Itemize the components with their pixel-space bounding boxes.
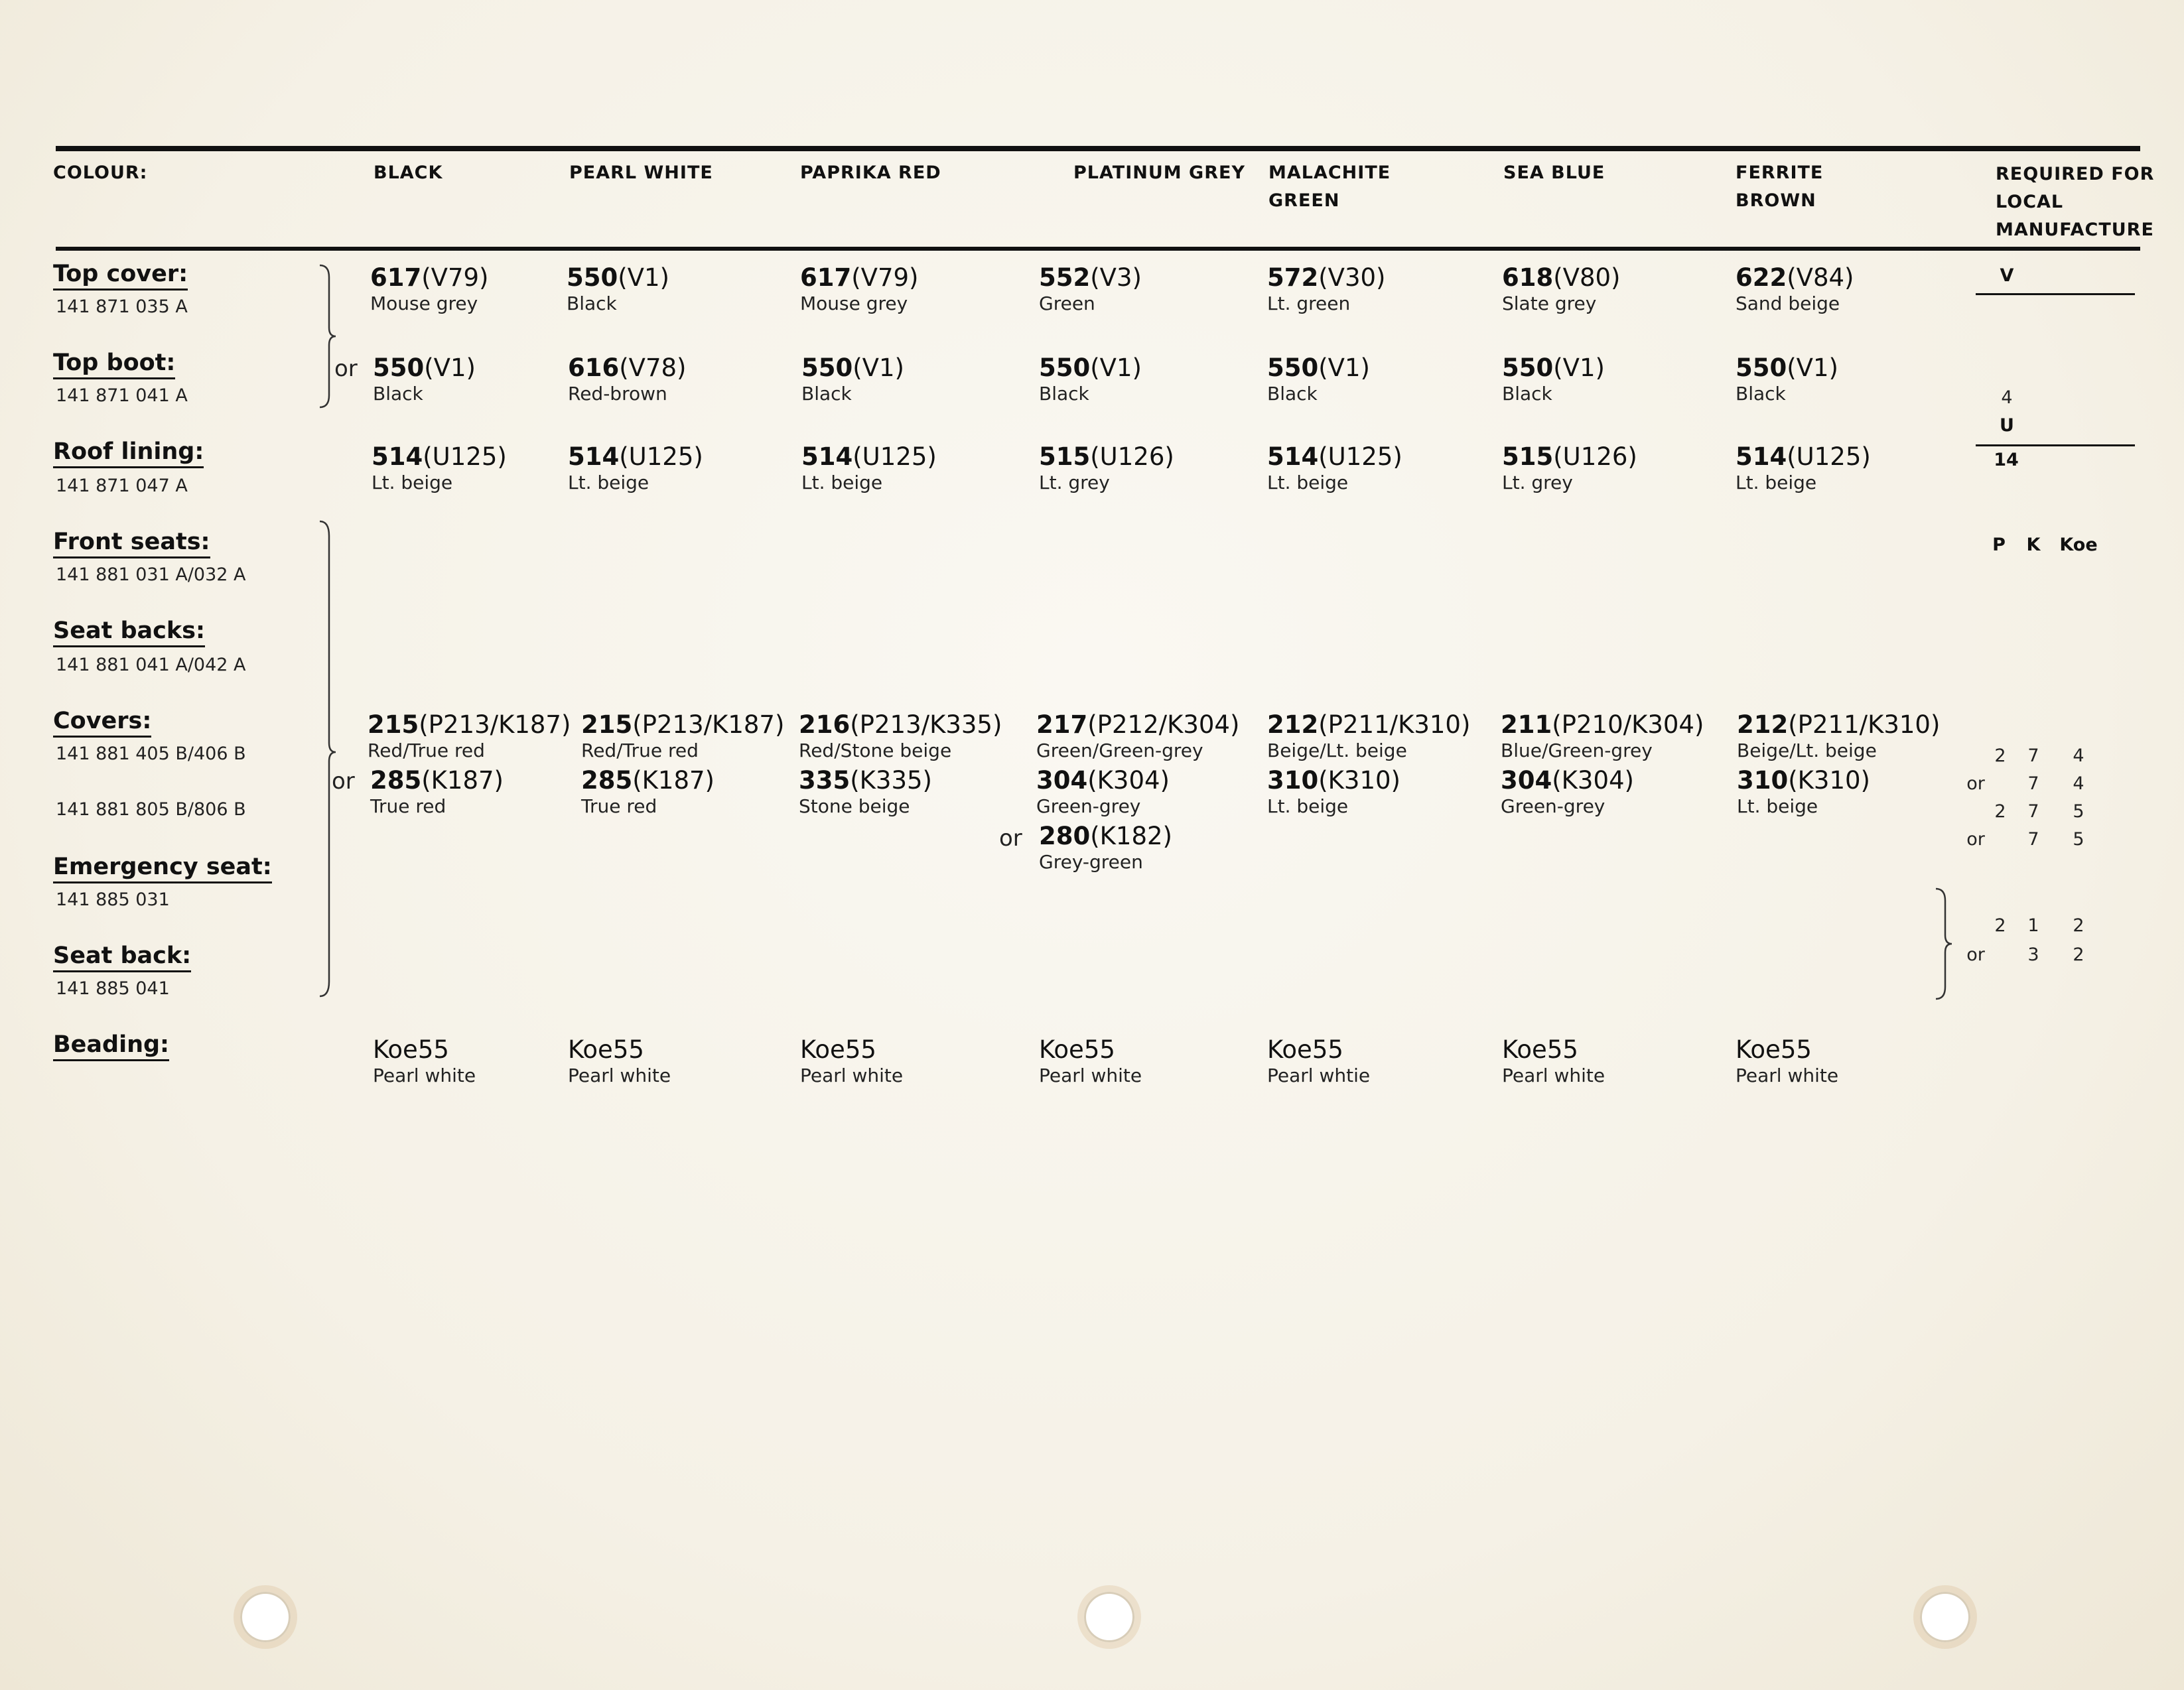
cell-top-cover-platinum-grey: 552(V3) Green (1039, 263, 1142, 314)
req-4: 4 (2001, 387, 2013, 408)
cell-beading-platinum-grey: Koe55 Pearl white (1039, 1035, 1142, 1086)
cell-beading-malachite-green: Koe55 Pearl whtie (1267, 1035, 1371, 1086)
req-rule-1 (1976, 293, 2135, 295)
req-cover-row-4-or: or (1966, 829, 1985, 850)
col-header-ferrite-brown: FERRITE BROWN (1736, 162, 1824, 211)
cell-roof-lining-malachite-green: 514(U125) Lt. beige (1267, 442, 1402, 493)
req-v: V (2000, 265, 2014, 286)
cell-top-boot-paprika-red: 550(V1) Black (801, 354, 904, 405)
part-covers-1: 141 881 405 B/406 B (56, 744, 246, 764)
label-beading: Beading: (53, 1032, 169, 1061)
req-14: 14 (1994, 450, 2019, 470)
req-u: U (2000, 415, 2014, 436)
cell-top-boot-malachite-green: 550(V1) Black (1267, 354, 1370, 405)
cell-top-cover-sea-blue: 618(V80) Slate grey (1502, 263, 1621, 314)
cell-top-cover-pearl-white: 550(V1) Black (567, 263, 669, 314)
cell-covers-platinum-grey: 217(P212/K304) Green/Green-grey (1036, 710, 1240, 761)
req-cover-row-1-k: 7 (2027, 746, 2039, 766)
cell-beading-pearl-white: Koe55 Pearl white (568, 1035, 671, 1086)
label-top-cover: Top cover: (53, 261, 188, 291)
cell-beading-paprika-red: Koe55 Pearl white (800, 1035, 904, 1086)
binder-hole-middle (1084, 1592, 1134, 1642)
label-seat-back: Seat back: (53, 943, 191, 972)
req-emergency-row-1-k: 1 (2027, 915, 2039, 936)
or-top-boot: or (334, 356, 358, 382)
cell-top-cover-black: 617(V79) Mouse grey (370, 263, 489, 314)
cell-roof-lining-pearl-white: 514(U125) Lt. beige (568, 442, 703, 493)
req-cover-row-3-koe: 5 (2073, 801, 2084, 822)
cell-beading-ferrite-brown: Koe55 Pearl white (1736, 1035, 1839, 1086)
col-header-sea-blue: SEA BLUE (1503, 162, 1605, 183)
col-header-required: REQUIRED FOR LOCAL MANUFACTURE (1996, 164, 2155, 240)
brace-seats (317, 520, 337, 998)
req-emergency-row-2-koe: 2 (2073, 944, 2084, 965)
cell-top-boot-platinum-grey: 550(V1) Black (1039, 354, 1142, 405)
col-header-black: BLACK (374, 162, 443, 183)
cell-covers-alt-platinum-grey: 304(K304) Green-grey (1036, 766, 1170, 817)
req-cover-row-1-p: 2 (1994, 746, 2006, 766)
req-emergency-row-1-koe: 2 (2073, 915, 2084, 936)
cell-top-cover-ferrite-brown: 622(V84) Sand beige (1736, 263, 1854, 314)
cell-top-boot-black: 550(V1) Black (373, 354, 476, 405)
cell-covers-paprika-red: 216(P213/K335) Red/Stone beige (799, 710, 1002, 761)
part-top-boot: 141 871 041 A (56, 385, 188, 406)
part-covers-2: 141 881 805 B/806 B (56, 799, 246, 820)
req-head-koe: Koe (2059, 535, 2098, 555)
cell-covers-alt-sea-blue: 304(K304) Green-grey (1501, 766, 1634, 817)
req-head-k: K (2026, 535, 2041, 555)
or-covers: or (332, 768, 355, 795)
cell-top-boot-sea-blue: 550(V1) Black (1502, 354, 1605, 405)
req-cover-row-4-k: 7 (2027, 829, 2039, 850)
cell-top-boot-ferrite-brown: 550(V1) Black (1736, 354, 1838, 405)
cell-covers-alt-ferrite-brown: 310(K310) Lt. beige (1737, 766, 1870, 817)
cell-beading-black: Koe55 Pearl white (373, 1035, 476, 1086)
req-emergency-row-2-k: 3 (2027, 944, 2039, 965)
req-cover-row-2-k: 7 (2027, 773, 2039, 794)
req-cover-row-3-p: 2 (1994, 801, 2006, 822)
label-roof-lining: Roof lining: (53, 439, 204, 468)
brace-top (317, 264, 337, 409)
req-cover-row-2-koe: 4 (2073, 773, 2084, 794)
cell-covers-sea-blue: 211(P210/K304) Blue/Green-grey (1501, 710, 1704, 761)
col-header-paprika-red: PAPRIKA RED (800, 162, 941, 183)
part-seat-backs: 141 881 041 A/042 A (56, 655, 246, 675)
header-rule (56, 247, 2140, 251)
label-top-boot: Top boot: (53, 350, 175, 379)
cell-roof-lining-ferrite-brown: 514(U125) Lt. beige (1736, 442, 1871, 493)
cell-roof-lining-sea-blue: 515(U126) Lt. grey (1502, 442, 1637, 493)
cell-covers-alt-malachite-green: 310(K310) Lt. beige (1267, 766, 1400, 817)
cell-top-cover-paprika-red: 617(V79) Mouse grey (800, 263, 919, 314)
col-header-pearl-white: PEARL WHITE (569, 162, 713, 183)
part-top-cover: 141 871 035 A (56, 296, 188, 317)
cell-covers-malachite-green: 212(P211/K310) Beige/Lt. beige (1267, 710, 1471, 761)
col-header-malachite-green: MALACHITE GREEN (1268, 162, 1391, 211)
req-cover-row-2-or: or (1966, 773, 1985, 794)
cell-covers-alt-pearl-white: 285(K187) True red (581, 766, 715, 817)
part-front-seats: 141 881 031 A/032 A (56, 564, 246, 585)
label-emergency-seat: Emergency seat: (53, 854, 272, 883)
label-covers: Covers: (53, 708, 151, 738)
cell-roof-lining-paprika-red: 514(U125) Lt. beige (801, 442, 937, 493)
req-emergency-row-1-p: 2 (1994, 915, 2006, 936)
part-roof-lining: 141 871 047 A (56, 476, 188, 496)
cell-top-cover-malachite-green: 572(V30) Lt. green (1267, 263, 1386, 314)
cell-roof-lining-black: 514(U125) Lt. beige (372, 442, 507, 493)
colour-header: COLOUR: (53, 162, 148, 183)
cell-covers-alt2-platinum-grey: 280(K182) Grey-green (1039, 822, 1172, 873)
part-seat-back: 141 885 041 (56, 978, 170, 999)
req-rule-2 (1976, 444, 2135, 446)
cell-covers-pearl-white: 215(P213/K187) Red/True red (581, 710, 785, 761)
req-cover-row-1-koe: 4 (2073, 746, 2084, 766)
top-rule (56, 146, 2140, 151)
cell-beading-sea-blue: Koe55 Pearl white (1502, 1035, 1605, 1086)
cell-covers-alt-paprika-red: 335(K335) Stone beige (799, 766, 932, 817)
req-cover-row-3-k: 7 (2027, 801, 2039, 822)
col-header-platinum-grey: PLATINUM GREY (1073, 162, 1245, 183)
cell-covers-alt-black: 285(K187) True red (370, 766, 504, 817)
binder-hole-left (240, 1592, 291, 1642)
cell-top-boot-pearl-white: 616(V78) Red-brown (568, 354, 687, 405)
req-head-p: P (1992, 535, 2006, 555)
cell-covers-black: 215(P213/K187) Red/True red (368, 710, 571, 761)
req-cover-row-4-koe: 5 (2073, 829, 2084, 850)
label-front-seats: Front seats: (53, 529, 210, 558)
binder-hole-right (1920, 1592, 1970, 1642)
part-emergency-seat: 141 885 031 (56, 889, 170, 910)
cell-covers-ferrite-brown: 212(P211/K310) Beige/Lt. beige (1737, 710, 1941, 761)
req-emergency-row-2-or: or (1966, 944, 1985, 965)
cell-roof-lining-platinum-grey: 515(U126) Lt. grey (1039, 442, 1174, 493)
or-covers-platinum: or (999, 825, 1022, 852)
label-seat-backs: Seat backs: (53, 618, 205, 647)
brace-emergency (1933, 887, 1953, 1000)
